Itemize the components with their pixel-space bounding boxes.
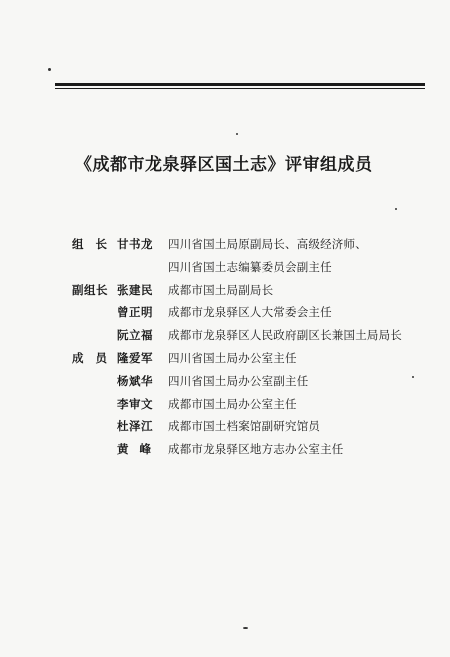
list-item — [72, 324, 432, 347]
scan-speck — [395, 208, 397, 210]
header-rule-thin — [55, 88, 425, 89]
member-title: 四川省国土局办公室主任 — [168, 350, 297, 365]
member-name: 甘书龙 — [117, 237, 153, 251]
list-item — [72, 370, 432, 393]
member-name: 曾正明 — [117, 305, 153, 320]
member-list — [72, 233, 432, 461]
scan-speck — [48, 68, 51, 71]
member-name: 李审文 — [117, 396, 153, 411]
list-item — [72, 438, 432, 461]
member-title: 成都市国土档案馆副研究馆员 — [168, 419, 321, 434]
member-name: 杨斌华 — [117, 373, 153, 388]
member-title: 四川省国土志编纂委员会副主任 — [168, 259, 332, 274]
list-item — [72, 279, 432, 302]
member-name: 黄峰 — [117, 442, 162, 457]
member-title: 成都市龙泉驿区人大常委会主任 — [168, 305, 332, 320]
list-item — [72, 393, 432, 416]
list-item — [72, 415, 432, 438]
scan-speck — [236, 133, 238, 135]
scan-speck — [412, 376, 414, 378]
member-role: 副组长 — [72, 282, 108, 297]
list-item — [72, 233, 432, 256]
member-name: 阮立福 — [117, 328, 153, 343]
member-title: 成都市国土局办公室主任 — [168, 396, 297, 411]
list-item — [72, 347, 432, 370]
page-title: 《成都市龙泉驿区国土志》评审组成员 — [75, 155, 373, 175]
list-item — [72, 301, 432, 324]
scan-speck — [243, 627, 248, 629]
header-rule-thick — [55, 83, 425, 86]
member-title: 成都市龙泉驿区人民政府副区长兼国土局局长 — [168, 328, 402, 343]
member-title: 成都市龙泉驿区地方志办公室主任 — [168, 442, 344, 457]
member-role: 组长 — [72, 237, 119, 251]
member-title: 成都市国土局副局长 — [168, 282, 274, 297]
member-role: 成员 — [72, 350, 119, 365]
member-name: 张建民 — [117, 282, 153, 297]
member-name: 隆爱军 — [117, 350, 153, 365]
member-title: 四川省国土局原副局长、高级经济师、 — [168, 237, 367, 251]
member-name: 杜泽江 — [117, 419, 153, 434]
list-item — [72, 256, 432, 279]
member-title: 四川省国土局办公室副主任 — [168, 373, 309, 388]
